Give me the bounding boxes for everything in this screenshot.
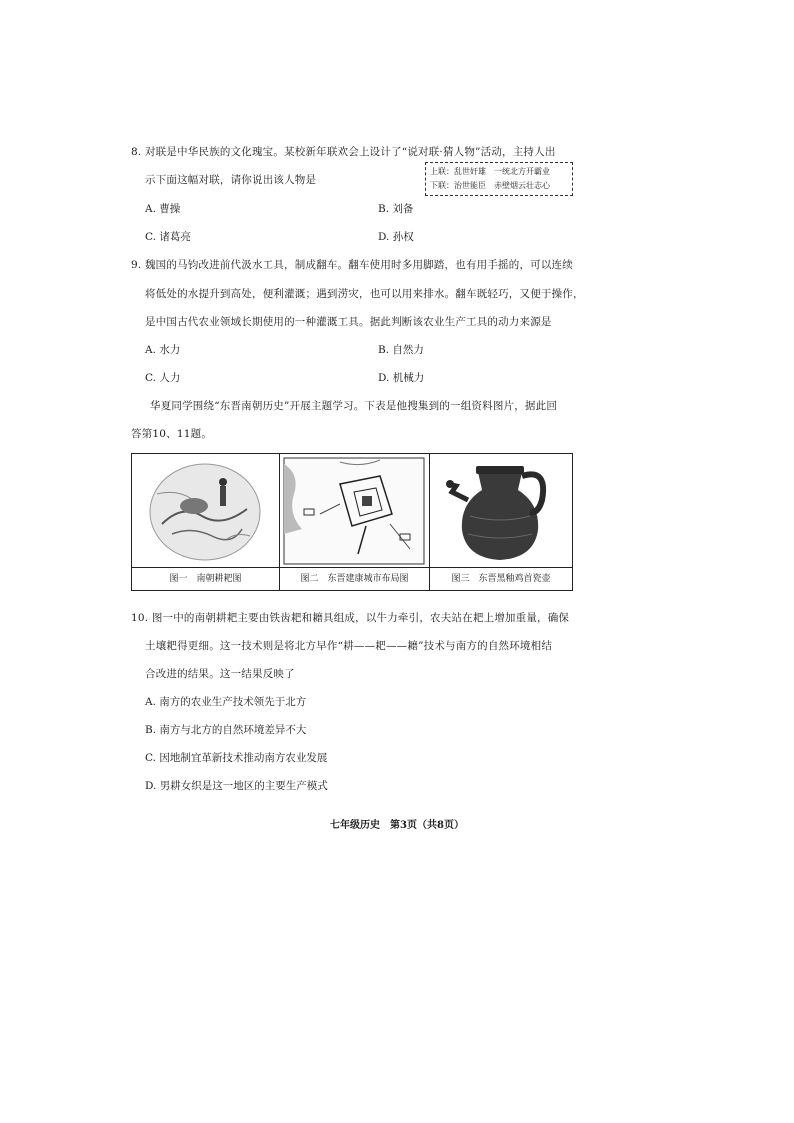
q9-option-a: A. 水力 bbox=[145, 344, 181, 356]
couplet-upper: 上联：乱世奸雄 一统北方开霸业 bbox=[430, 167, 550, 176]
q8-option-d: D. 孙权 bbox=[378, 231, 414, 243]
figure-caption-3: 图三 东晋黑釉鸡首瓷壶 bbox=[430, 567, 572, 590]
figure-caption-2: 图二 东晋建康城市布局图 bbox=[280, 567, 429, 590]
q10-option-c: C. 因地制宜革新技术推动南方农业发展 bbox=[145, 752, 328, 764]
couplet-box bbox=[425, 162, 573, 196]
figure-caption-1: 图一 南朝耕耙图 bbox=[132, 567, 279, 590]
q8-stem-line2: 示下面这幅对联，请你说出该人物是 bbox=[145, 174, 317, 186]
q10-option-b: B. 南方与北方的自然环境差异不大 bbox=[145, 724, 307, 736]
figure-cell-1 bbox=[132, 454, 280, 590]
q10-option-d: D. 男耕女织是这一地区的主要生产模式 bbox=[145, 780, 328, 792]
jiankang-city-layout-map bbox=[280, 454, 428, 568]
black-glazed-chicken-head-ewer bbox=[430, 454, 570, 568]
intro-line2: 答第10、11题。 bbox=[131, 428, 213, 440]
q10-option-a: A. 南方的农业生产技术领先于北方 bbox=[145, 696, 307, 708]
q9-stem-line3: 是中国古代农业领域长期使用的一种灌溉工具。据此判断该农业生产工具的动力来源是 bbox=[145, 316, 552, 328]
couplet-lower: 下联：治世能臣 赤壁烟云壮志心 bbox=[430, 181, 550, 190]
q10-stem-line2: 土壤耙得更细。这一技术则是将北方早作“耕——耙——耱”技术与南方的自然环境相结 bbox=[145, 640, 553, 652]
page-footer: 七年级历史 第3页（共8页） bbox=[330, 820, 464, 831]
plowing-harrowing-picture bbox=[132, 454, 278, 568]
q10-stem-line1: 10. 图一中的南朝耕耙主要由铁齿耙和耱具组成，以牛力牵引，农夫站在耙上增加重量，确保 bbox=[131, 612, 570, 624]
figure-cell-2 bbox=[280, 454, 430, 590]
q8-option-c: C. 诸葛亮 bbox=[145, 231, 191, 243]
figure-cell-3 bbox=[430, 454, 572, 590]
q9-option-b: B. 自然力 bbox=[378, 344, 424, 356]
q9-stem-line2: 将低处的水提升到高处，便利灌溉；遇到涝灾，也可以用来排水。翻车既轻巧，又便于操作， bbox=[145, 288, 584, 300]
q9-option-d: D. 机械力 bbox=[378, 372, 425, 384]
intro-line1: 华夏同学围绕“东晋南朝历史”开展主题学习。下表是他搜集到的一组资料图片，据此回 bbox=[150, 400, 558, 412]
q8-stem-line1: 8. 对联是中华民族的文化瑰宝。某校新年联欢会上设计了“说对联·猜人物”活动，主持人出 bbox=[131, 146, 556, 158]
q9-stem-line1: 9. 魏国的马钧改进前代汲水工具，制成翻车。翻车使用时多用脚踏，也有用手摇的，可以连续 bbox=[131, 259, 573, 271]
q9-option-c: C. 人力 bbox=[145, 372, 181, 384]
q8-option-b: B. 刘备 bbox=[378, 203, 414, 215]
figure-table bbox=[131, 453, 573, 591]
q10-stem-line3: 合改进的结果。这一结果反映了 bbox=[145, 668, 295, 680]
q8-option-a: A. 曹操 bbox=[145, 203, 181, 215]
